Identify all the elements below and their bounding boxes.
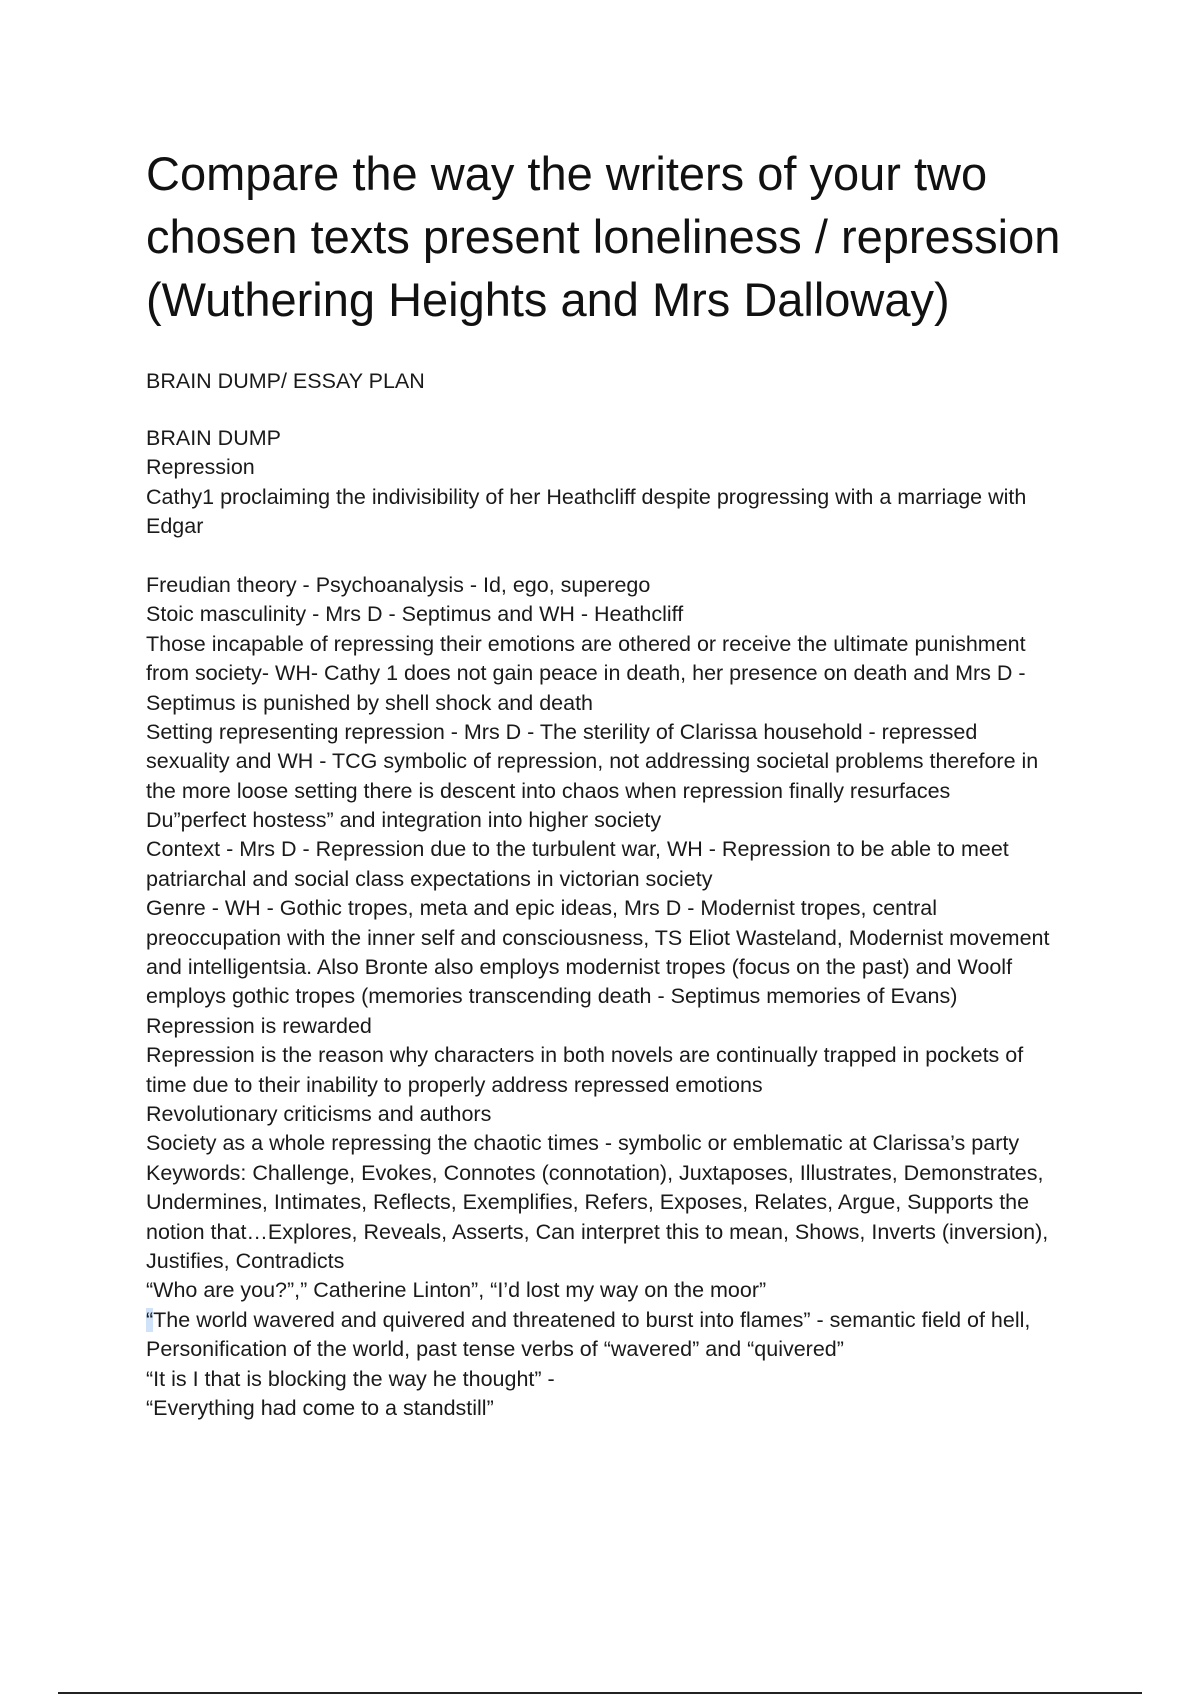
document-line: Repression is rewarded xyxy=(146,1013,372,1038)
document-line: Society as a whole repressing the chaotic times - symbolic or emblematic at Clarissa’s party xyxy=(146,1131,1020,1156)
document-line: Genre - WH - Gothic tropes, meta and epic ideas, Mrs D - Modernist tropes, central xyxy=(146,896,938,921)
document-line: Keywords: Challenge, Evokes, Connotes (connotation), Juxtaposes, Illustrates, Demonstrates, xyxy=(146,1160,1044,1185)
title-line: chosen texts present loneliness / repression xyxy=(146,210,1061,263)
page-title xyxy=(146,142,1116,331)
document-line: Repression is the reason why characters in both novels are continually trapped in pockets of xyxy=(146,1043,1024,1068)
document-line: notion that…Explores, Reveals, Asserts, Can interpret this to mean, Shows, Inverts (inversion), xyxy=(146,1219,1049,1244)
document-line: Freudian theory - Psychoanalysis - Id, ego, superego xyxy=(146,572,651,597)
document-body[interactable] xyxy=(146,424,1106,1423)
document-line: Undermines, Intimates, Reflects, Exemplifies, Refers, Exposes, Relates, Argue, Supports the xyxy=(146,1190,1030,1215)
document-line: Context - Mrs D - Repression due to the turbulent war, WH - Repression to be able to meet xyxy=(146,837,1009,862)
title-line: (Wuthering Heights and Mrs Dalloway) xyxy=(146,273,950,326)
document-line: “Everything had come to a standstill” xyxy=(146,1395,494,1420)
document-line: the more loose setting there is descent into chaos when repression finally resurfaces xyxy=(146,778,951,803)
document-line: and intelligentsia. Also Bronte also employs modernist tropes (focus on the past) and Woolf xyxy=(146,955,1013,980)
document-line: time due to their inability to properly address repressed emotions xyxy=(146,1072,763,1097)
document-line: Setting representing repression - Mrs D - The sterility of Clarissa household - repressed xyxy=(146,719,978,744)
document-line: sexuality and WH - TCG symbolic of repression, not addressing societal problems therefore in xyxy=(146,749,1039,774)
document-line: Repression xyxy=(146,455,255,480)
document-line: Justifies, Contradicts xyxy=(146,1248,345,1273)
document-line: patriarchal and social class expectations in victorian society xyxy=(146,866,713,891)
text-selection-highlight: “ xyxy=(146,1307,154,1332)
document-line: employs gothic tropes (memories transcending death - Septimus memories of Evans) xyxy=(146,984,958,1009)
document-line: “The world wavered and quivered and threatened to burst into flames” - semantic field of hell, xyxy=(146,1307,1031,1332)
document-line: Revolutionary criticisms and authors xyxy=(146,1101,492,1126)
document-line: Cathy1 proclaiming the indivisibility of her Heathcliff despite progressing with a marriage with xyxy=(146,484,1027,509)
document-line: Personification of the world, past tense verbs of “wavered” and “quivered” xyxy=(146,1337,844,1362)
document-line: “It is I that is blocking the way he thought” - xyxy=(146,1366,555,1391)
document-line: Those incapable of repressing their emotions are othered or receive the ultimate punishment xyxy=(146,631,1026,656)
document-line: from society- WH- Cathy 1 does not gain peace in death, her presence on death and Mrs D - xyxy=(146,661,1026,686)
document-line: “Who are you?”,” Catherine Linton”, “I’d lost my way on the moor” xyxy=(146,1278,767,1303)
document-line: Edgar xyxy=(146,514,204,539)
document-line: Septimus is punished by shell shock and death xyxy=(146,690,593,715)
section-heading: BRAIN DUMP/ ESSAY PLAN xyxy=(146,369,425,393)
page-bottom-divider xyxy=(58,1692,1142,1694)
paragraph-gap xyxy=(146,542,1106,571)
title-line: Compare the way the writers of your two xyxy=(146,147,988,200)
document-line: BRAIN DUMP xyxy=(146,426,281,450)
document-line: Stoic masculinity - Mrs D - Septimus and WH - Heathcliff xyxy=(146,602,684,627)
document-line: preoccupation with the inner self and consciousness, TS Eliot Wasteland, Modernist movement xyxy=(146,925,1050,950)
document-line: Du”perfect hostess” and integration into higher society xyxy=(146,808,662,833)
